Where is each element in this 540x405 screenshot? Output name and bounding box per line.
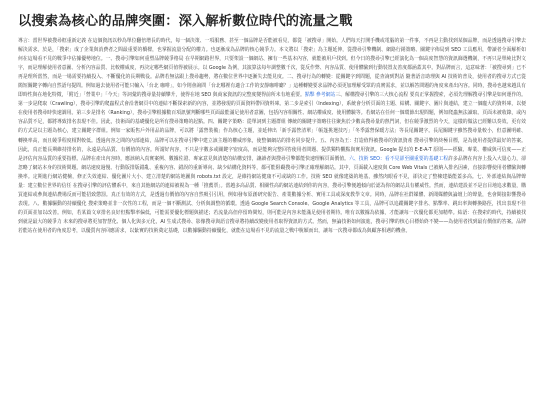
article-body	[18, 37, 526, 236]
article-title: 以搜索為核心的品牌突圍：深入解析數位時代的流量之戰	[18, 14, 353, 29]
technical-seo-link[interactable]: 六、技術 SEO：看不見卻至關重要的基礎工程	[348, 155, 449, 162]
article-text-segment: 許多品牌在內容上投入大量心力，卻忽略了網站本身的技術問題。網站速度過慢、行動版排版錯亂、重複內容、錯誤的重新導向、缺少結構化資料等，都可能阻礙搜尋引擎正確理解網站。其中，頁面載入速度與 Core Web Vitals 已被納入排名因素，直接影響使用者體驗與轉換率。定期進行網站健檢，修正失效連結、優化圖片大小、建立清楚的網站地圖與 robots.txt 設定，是維持網站健康不可或缺的工作。技術 SEO 就像建築的地基，雖然肉眼看不見，卻決定了整棟建築能蓋多高。七、外部連結與品牌聲量：建立數位世界的信任 在搜尋引擎的評估體系中，來自其他網站的連結被視為一種「推薦票」。當越多高品質、相關性高的網站連結到你的內容，搜尋引擎便越傾向於認為你的網站具有權威性。然而，連結建設並不是盲目地追求數量，購買連結或參與連結農場反而可能招致懲罰。真正有效的方式，是透過有價值的內容自然吸引引用，例如發布原創研究報告、產業數據分析、實用工具或深度教學文章。同時，品牌在社群媒體、新聞媒體與論壇上的聲量，也會間接影響搜尋表現。八、數據驅動的持續優化 搜索策略並非一次性的工程，而是一個不斷測試、分析與調整的循環。透過 Google Search Console、Google Analytics 等工具，品牌可以追蹤關鍵字排名、點擊率、跳出率與轉換路徑，找出表現不佳的頁面並加以改善。例如，若某篇文章排名良好但點擊率偏低，可能需要優化標題與描述；若流量高但停留時間短，則可能是內容未能滿足使用者期待。唯有以數據為依據，才能讓每一次優化都更加精準。結語：在搜索的時代，持續被找到就是最大的競爭力 未來的搜尋將更加智慧化、個人化與多元化，AI 生成式搜尋、影像搜尋與語音搜尋將持續改變使用者取得資訊的方式。然而，無論技術如何演進，搜尋引擎的核心目標始終不變——為使用者找到最有價值的答案。品牌若能站在使用者的角度思考，以優質內容回應需求，以紮實的技術奠定基礎，以數據驅動持續優化，就能在這場看不見的流量之戰中脫穎而出，讓每一次搜尋都成為與顧客相遇的機會。	[18, 155, 526, 234]
reference-link[interactable]: 點擊 參考網站	[304, 92, 336, 99]
article-text-segment: 導言：當世界被搜尋框重新定義 在這個資訊以秒為單位翻倍增長的時代，每一個決策、一項服務、甚至一個品牌是否能被看見，都從「被搜尋」開始。人們每天打開手機或電腦的第一件事，不再是主動找到某個品牌，而是透過搜尋引擎去解決需求。於是，「搜索」成了企業與消費者之間最重要的橋樑，也掌握流量分配的權力。也逐漸成為品牌的核心競爭力。本文將以「搜索」為主題延伸，從搜尋引擎機制、網路行銷策略、關鍵字佈局到 SEO 工具應用，帶讀者全面解析如何在這場看不見的戰爭中佔據優勢地位。一、搜尋引擎如何重塑品牌競爭格局 在早期網路世界，只要架設一個網站、擁有一些基本內容，就能被用戶找到。但今日的搜尋引擎已經演化為一個高度智慧的資訊篩選機制，不再只是單純比對文字，而是理解使用者意圖、分析內容品質、比較權威度，再決定哪些網頁值得被展示。以 Google 為例，其演算法每年調整數千次，從反作弊、內容品質、使用體驗到行動裝置友善度都涵蓋其中。對品牌而言，這意味著：「被搜尋到」已不再是理所當然，而是一場需要持續投入、不斷優化的長期戰役。品牌若無法跟上搜尋趨勢，將在數位世界中逐漸失去能見度。二、搜尋行為的轉變：從關鍵字到問題，從查詢到對話 隨著語音助理與 AI 技術的普及，使用者的搜尋方式已從簡短關鍵字轉向自然語句提問。例如過去使用者可能只輸入「台北 咖啡」，如今則會詢問「台北哪裡有適合工作的安靜咖啡廳？」這種轉變要求品牌必須更加理解受眾的真實需求，並以解答問題的角度來產出內容。同時，搜尋也越來越具有即時性與在地化特徵，「附近」「營業中」「今天」等詞彙的搜尋量持續攀升，使得在地 SEO 與商家資訊的完整度變得前所未有地重要。	[18, 38, 526, 99]
article-text-segment: 三、解構搜尋引擎的三大核心流程 要真正掌握搜索，必須先理解搜尋引擎是如何運作的。第一步是爬取（Crawling），搜尋引擎的爬蟲程式會沿著網頁中的連結不斷探索新的內容，並將發現的頁面資料帶回資料庫。第二步是索引（Indexing），系統會分析頁面的主題、結構、關鍵字、圖片與連結，建立一個龐大的資料庫，以便在使用者搜尋時快速調用。第三步是排名（Ranking），搜尋引擎根據數百項訊號判斷哪些頁面最能滿足使用者意圖，包括內容相關性、網站權威度、使用體驗等。若網站在任何一個環節出現問題，例如爬蟲無法讀取、頁面未被收錄，或內容品質不足，都將導致排名表現不佳。因此，技術面的基礎優化是所有搜尋策略的起點。四、關鍵字策略：從單詞到主題群組 傳統的關鍵字策略往往聚焦於少數高搜尋量的熱門詞，但在競爭激烈的今天，這樣的做法已經難以奏效。更有效的方式是以主題為核心，建立關鍵字群組。例如一家販售戶外用品的品牌，可以將「露營裝備」作為核心主題，並延伸出「新手露營清單」「帳篷挑選技巧」「冬季露營保暖方法」等長尾關鍵字。長尾關鍵字雖然搜尋量較小，但意圖明確、轉換率高，而且競爭程度相對較低。透過內容之間的內部連結，品牌可以在搜尋引擎中建立該主題的權威形象，使整個網站的排名同步提升。五、內容為王：打造值得被搜尋的資訊資產 搜尋引擎的終極目標，是為使用者提供最好的答案。因此，真正能長期維持排名的，永遠是高品質、有價值的內容。所謂好內容，不只是字數多或關鍵字密度高，而是能夠完整回答使用者問題、提供獨特觀點與實用資訊。Google 提出的 E-E-A-T 原則——經驗、專業、權威與可信度——正是評估內容品質的重要指標。品牌在產出內容時，應該納入真實案例、數據佐證、專家意見與清楚的結構安排，讓讀者與搜尋引擎都能快速理解頁面價值。	[18, 92, 526, 162]
